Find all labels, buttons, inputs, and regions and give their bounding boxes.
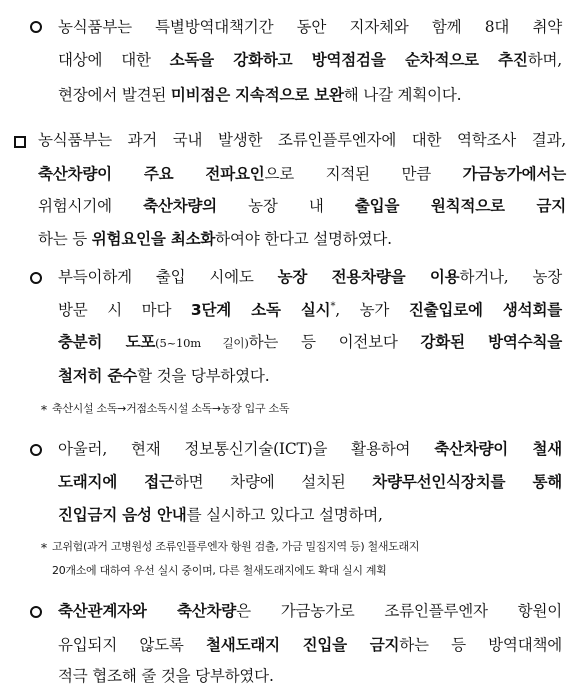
paragraph-line [38,229,566,249]
bold-text-run: 철새도래지 진입을 금지 [206,636,400,654]
text-run: 방문 시 마다 [58,301,191,319]
paragraph-line [58,85,562,105]
text-run: 를 실시하고 있다고 설명하며, [186,506,383,524]
text-run: 적극 협조해 줄 것을 당부하였다. [58,667,274,685]
text-run: 농식품부는 특별방역대책기간 동안 지자체와 함께 8대 취약 [58,18,562,36]
bold-text-run: 미비점은 지속적으로 보완 [170,86,344,104]
bold-text-run: 차량무선인식장치를 통해 [372,473,562,491]
text-run: 현장에서 발견된 [58,86,171,104]
paragraph-line [58,635,562,655]
paragraph-line [58,17,562,37]
circle-bullet-icon [30,272,42,284]
bold-text-run: 가금농가에서는 [462,165,566,183]
bold-text-run: 축산관계자와 축산차량 [58,602,237,620]
circle-bullet-icon [30,21,42,33]
footnote-line: 고위험(과거 고병원성 조류인플루엔자 항원 검출, 가금 밀집지역 등) 철새도래지 [52,540,420,553]
text-run: 아울러, 현재 정보통신기술(ICT)을 활용하여 [58,440,435,458]
bold-text-run: 축산차량이 주요 전파요인 [38,165,265,183]
square-bullet-icon [14,136,26,148]
text-run: 위험시기에 [38,197,144,215]
text-run: 은 가금농가로 조류인플루엔자 항원이 [236,602,562,620]
paragraph-line [58,472,562,492]
text-run: , 농가 [335,301,409,319]
text-run: 하거나, 농장 [459,268,562,286]
paragraph-line [38,130,566,150]
paragraph-line [58,601,562,621]
text-run: 해 나갈 계획이다. [343,86,462,104]
text-run: 대상에 대한 [58,51,170,69]
text-run: 으로 지적된 만큼 [264,165,463,183]
text-run: 하면 차량에 설치된 [173,473,373,491]
text-run: * [330,300,336,312]
paragraph-line [58,439,562,459]
paragraph-line [58,300,562,320]
bold-text-run: 농장 전용차량을 이용 [277,268,460,286]
paragraph-line [58,332,562,353]
footnote-line: 축산시설 소독→거점소독시설 소독→농장 입구 소독 [52,402,290,415]
paragraph-line [58,267,562,287]
text-run: 농식품부는 과거 국내 발생한 조류인플루엔자에 대한 역학조사 결과, [38,131,566,149]
bold-text-run: 소독을 강화하고 방역점검을 순차적으로 추진 [169,51,528,69]
bold-text-run: 철저히 준수 [58,367,138,385]
text-run: 하며, [527,51,562,69]
paragraph-line [58,666,562,686]
bold-text-run: 축산차량의 [143,197,217,215]
bold-text-run: 축산차량이 철새 [434,440,563,458]
paragraph-line [38,196,566,216]
bold-text-run: 위험요인을 최소화 [91,230,216,248]
text-run: 하는 등 방역대책에 [399,636,563,654]
footnote-line: 20개소에 대하여 우선 실시 중이며, 다른 철새도래지에도 확대 실시 계획 [52,564,387,577]
paragraph-line [58,50,562,70]
bold-text-run: 출입을 원칙적으로 금지 [354,197,566,215]
text-run: 하는 등 이전보다 [248,333,421,351]
paragraph-line [58,505,562,525]
footnote-asterisk: * [41,403,47,417]
circle-bullet-icon [30,606,42,618]
bold-text-run: 진입금지 음성 안내 [58,506,187,524]
text-run: 하는 등 [38,230,92,248]
circle-bullet-icon [30,444,42,456]
footnote-asterisk: * [41,541,47,555]
bold-text-run: 강화된 방역수칙을 [420,333,563,351]
text-run: 할 것을 당부하였다. [137,367,270,385]
bold-text-run: 도래지에 접근 [58,473,174,491]
text-run: 유입되지 않도록 [58,636,206,654]
bold-text-run: 충분히 도포 [58,333,156,351]
paragraph-line [58,366,562,386]
paragraph-line [38,164,566,184]
text-run: 농장 내 [216,197,355,215]
bold-text-run: 3단계 소독 실시 [190,301,331,319]
text-run: 하여야 한다고 설명하였다. [215,230,392,248]
bold-text-run: 진출입로에 생석회를 [408,301,562,319]
text-run: (5~10m 길이) [155,336,249,350]
text-run: 부득이하게 출입 시에도 [58,268,278,286]
